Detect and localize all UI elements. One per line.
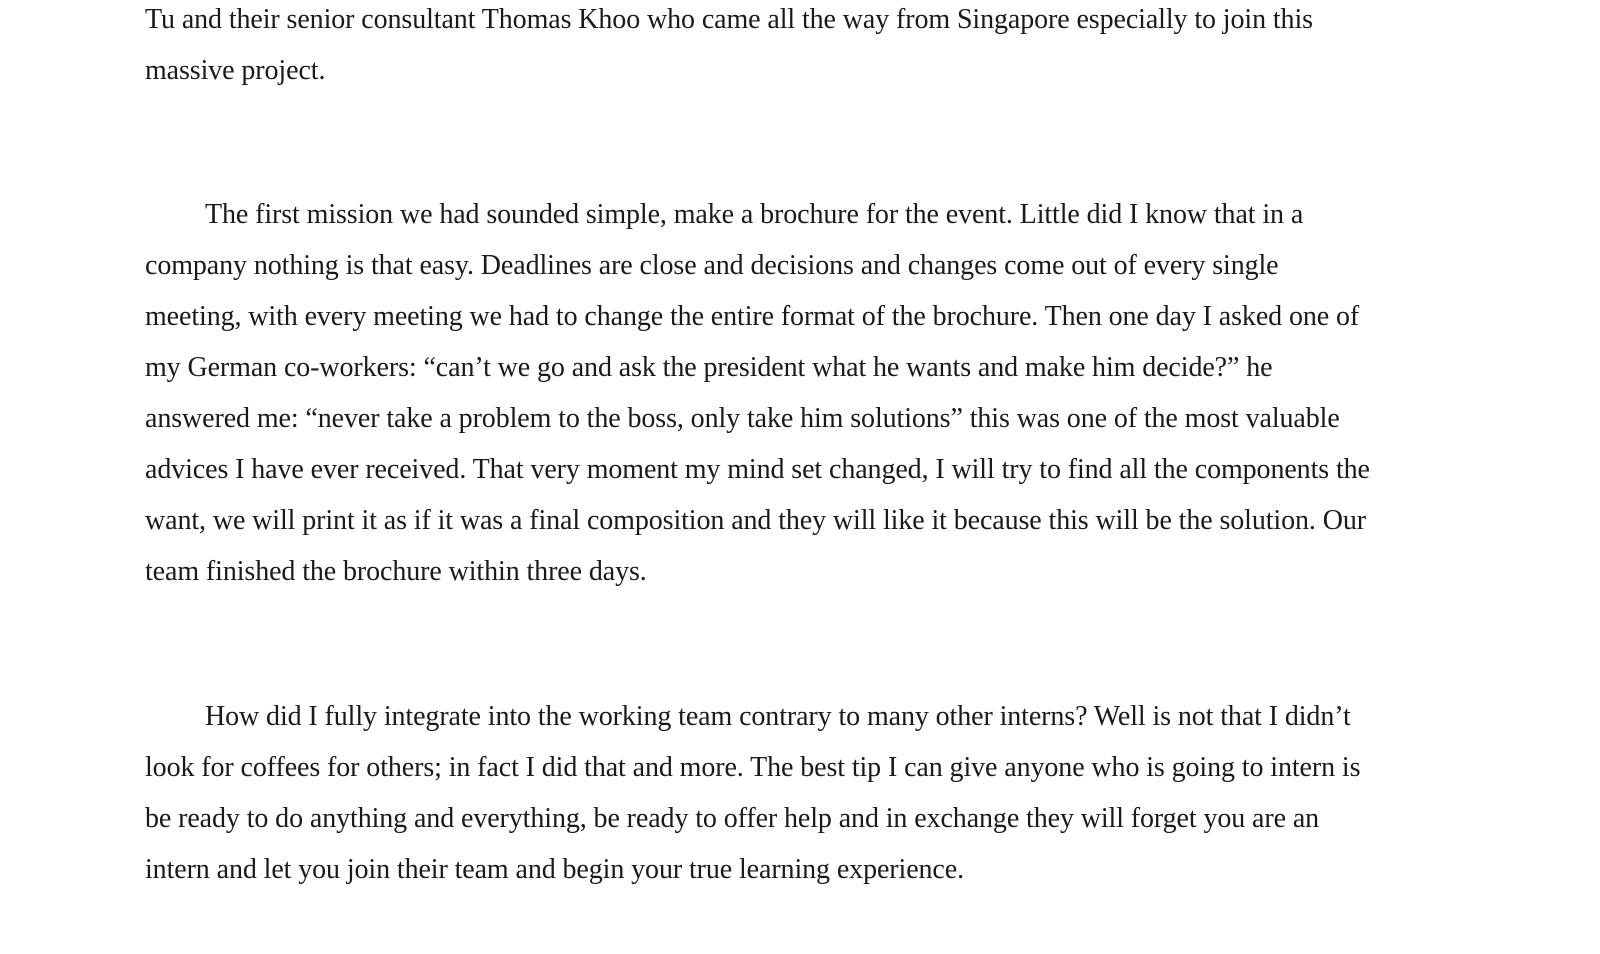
paragraph-3-line-4: intern and let you join their team and begin your true learning experience. (145, 854, 964, 885)
paragraph-2-line-7: want, we will print it as if it was a final composition and they will like it because this will be the solution. Our (145, 505, 1366, 536)
paragraph-3-line-2: look for coffees for others; in fact I did that and more. The best tip I can give anyone who is going to intern is (145, 752, 1361, 783)
paragraph-1-line-2: massive project. (145, 55, 326, 86)
paragraph-2-line-5: answered me: “never take a problem to the boss, only take him solutions” this was one of the most valuable (145, 403, 1340, 434)
paragraph-2-line-3: meeting, with every meeting we had to change the entire format of the brochure. Then one day I asked one of (145, 301, 1360, 332)
paragraph-2-line-8: team finished the brochure within three days. (145, 556, 647, 587)
paragraph-2-line-4: my German co-workers: “can’t we go and ask the president what he wants and make him decide?” he (145, 352, 1273, 383)
paragraph-2-line-6: advices I have ever received. That very moment my mind set changed, I will try to find all the components the (145, 454, 1370, 485)
paragraph-2-line-2: company nothing is that easy. Deadlines are close and decisions and changes come out of every single (145, 250, 1279, 281)
paragraph-2-line-1: The first mission we had sounded simple, make a brochure for the event. Little did I know that in a (205, 199, 1304, 230)
paragraph-3-line-1: How did I fully integrate into the working team contrary to many other interns? Well is not that I didn’t (205, 701, 1351, 732)
paragraph-1-line-1: Tu and their senior consultant Thomas Khoo who came all the way from Singapore especially to join this (145, 4, 1313, 35)
paragraph-3-line-3: be ready to do anything and everything, be ready to offer help and in exchange they will forget you are an (145, 803, 1320, 834)
